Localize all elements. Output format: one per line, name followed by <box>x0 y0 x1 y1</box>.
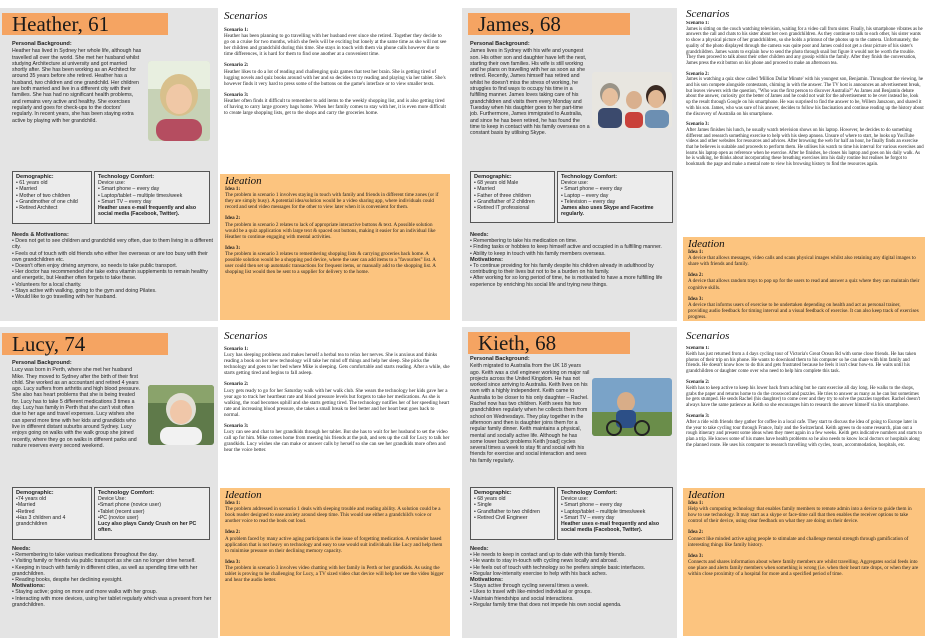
demographic-item: • Married <box>16 186 37 193</box>
needs-item: • Feels out of touch with old friends who either live overseas or are too busy with their own grandchildren etc. <box>12 250 208 263</box>
idea-text: The problem in scenario 3 relates to remembering shopping lists & carrying groceries back home. A possible solution would be a shopping pod device, where the user can add items to a "favourites" list. A user could then set up automatic transactions for frequent items, or manually add to the shopping list. A shopping list would then be sent to a supplier for delivery to the home. <box>225 250 436 276</box>
needs-item: • Does not get to see children and grandchild very often, due to them living in a different city. <box>12 238 213 251</box>
james-scenarios-title: Scenarios <box>686 8 730 20</box>
tech-lead: Device use: <box>98 180 126 187</box>
idea-text: Connect like minded active aging people to stimulate and challenge mental strength through gamification of interesting things like family history. <box>688 535 909 548</box>
tech-item: • Laptop/tablet – multiple times/week <box>98 192 183 199</box>
needs-item: • Doesn't often enjoy driving anymore, so needs to take public transport. <box>12 263 178 270</box>
scenario-text: Keith has to keep active to keep his lower back from aching but he cant exercise all day long. He walks to the shops, grabs the paper and returns home to do the crossword and puzzles. He tries to answer as many as he can but sometimes he gets stumped. He sends Rachel (his daughter) to come over and they try to solve the puzzles together. Rachel doesn't always have the same patience as Keith so she encourages him to research the answer himself via his smartphone. <box>686 385 920 409</box>
needs-item: • He wants to stay in-touch with cycling news locally and abroad. <box>470 558 619 565</box>
demographic-item: •Retired <box>16 508 35 515</box>
tech-item: • Laptop/tablet – multiple times/week <box>561 508 646 515</box>
demographic-item: • 68 years old Male <box>474 180 519 187</box>
needs-item: • Her doctor has recommended she take extra vitamin supplements to remain healthy and energetic, but Heather often forgets to take these. <box>12 269 208 282</box>
scenario-text: After James finishes his lunch, he usually watch television shows on his laptop. However, he decides to do something different and research something exercise to help with his sleep apnoea. Unsure of where to start, he looks up YouTube videos and other websites for resources and advices. After browsing the web for half an hour, he finally finds an exercise that he believes is suitable and proceeds to perform them. He utilises his watch to time his interval for various exercises and learns his laptop open as reference when he exercise. After he finishes, he closes his laptop and goes on his daily walk. As he is walking, he thinks about incorporating these breathing exercises into his daily routine but realises he forgot to bookmark the page and make a mental note to view his browsing history to find the resources again. <box>686 127 924 168</box>
heather-background-text: Heather has lived in Sydney her whole life, although has travelled all over the world. She met her husband whilst studying Architecture at university and got married shortly after. She has been working as an Architect for around 35 years before she retired. Heather has a husband, two children and one grandchild. Her children are both married and live in a different city with their families. She has had no significant health problems, and remains very active and healthy. She exercises regularly and goes for check-ups to the doctors' regularly. In recent years, she has been staying extra active by playing with her grandchild. <box>12 48 142 124</box>
motivation-item: • Interacting with more devices, using her tablet regularly which was a present from her grandchildren. <box>12 595 212 608</box>
scenario-heading: Scenario 1: <box>686 346 710 351</box>
tech-item: Heather uses e-mail frequently and also social media (Facebook, Twitter). <box>561 521 660 534</box>
idea-text: The problem in scenario 2 relates to lack of appropriate interactive buttons & text. A possible solution would be a quiz application with large text & spaced out buttons, making it easier for an individual like Heather to continue engaging with mental activities. <box>225 221 436 240</box>
scenario-heading: Scenario 2: <box>224 381 249 388</box>
heather-tech-title: Technology Comfort: <box>98 174 155 180</box>
demographic-item: • Retired IT professional <box>474 205 530 212</box>
scenario-heading: Scenario 3: <box>224 423 249 430</box>
idea-heading: Idea 1: <box>688 500 704 507</box>
lucy-tech-box <box>94 487 210 540</box>
lucy-tech-title: Technology Comfort: <box>98 490 155 496</box>
demographic-item: • Retired Civil Engineer <box>474 514 528 521</box>
kieth-demographic-title: Demographic: <box>474 490 512 496</box>
lucy-scenarios-title: Scenarios <box>224 330 268 342</box>
idea-heading: Idea 1: <box>225 186 241 193</box>
scenario-text: James is watching a quiz show called 'Million Dollar Minute' with his youngest son, Benjamin. Throughout the viewing, he and his son compete alongside contestants, chiming in with the answer. The TV host is announces an advertisement break, but leaves viewers with the question, "Who was the first person to discover Australia?" As James and Benjamin debate about the answer, curiosity got the better of James and he could not wait for the advertisement to be over instead he, look up the result through Google on his smartphone. He was surprised to find the answer to be, Willem Janszoon, and shared it with his son. James, who was sure of his answer, decides to follow his fascination and continue reading up the history about the discovery of Australia on his smartphone. <box>686 77 924 117</box>
james-background <box>470 41 590 166</box>
scenario-heading: Scenario 3: <box>686 413 710 419</box>
kieth-name: Kieth, 68 <box>468 332 630 354</box>
kieth-scenarios <box>686 346 924 486</box>
needs-item: • Volunteers for a local charity. <box>12 281 82 288</box>
needs-item: • Ability to keep in touch with his family members overseas. <box>470 250 606 257</box>
scenario-text: Lucy has sleeping problems and makes herself a herbal tea to relax her nerves. She is anxious and thinks reading a book on her new technology will take her mind off things and help her sleep. She picks the technology and goes to her bed where Mike is sleeping. Gets comfortable and starts reading. After a while, she starts getting tired and begins to fall asleep. <box>224 352 450 377</box>
needs-item: • Remembering to take his medication on time. <box>470 238 578 245</box>
motivation-item: • Staying active; going on more and more walks with her group. <box>12 589 158 596</box>
heather-scenarios-title: Scenarios <box>224 10 268 22</box>
kieth-background-title: Personal Background: <box>470 356 530 362</box>
motivation-item: • To continue providing for his family despite his children already in adulthood by contributing to their lives but not to be a burden on his family. <box>470 263 654 276</box>
tech-item: • Smart phone – every day <box>98 186 160 193</box>
demographic-item: • Grandfather of 2 children <box>474 198 535 205</box>
idea-text: The problem addressed in scenario 1 deals with sleeping trouble and reading ability. A solution could be a book reader designed to ease anxiety around sleep time. This would use either a grandchild's voice or another voice to read the book out loud. <box>225 506 441 525</box>
tech-item: • Smart TV – every day <box>98 198 152 205</box>
lucy-demographic-box <box>12 487 92 540</box>
demographic-item: • 61 years old <box>16 180 48 187</box>
heather-ideation <box>220 174 450 320</box>
needs-item: • Stays active with walking, going to the gym and doing Pilates. <box>12 287 157 294</box>
heather-scenarios <box>224 27 448 177</box>
tech-item: Lucy also plays Candy Crush on her PC often. <box>98 521 197 534</box>
motivation-item: • Maintain friendships and social interactions. <box>470 595 574 602</box>
james-photo <box>592 72 672 128</box>
scenario-text: After a ride with friends they gather for coffee in a local cafe. They start to discuss the idea of going to Europe later in the year to take cycling tour through France, Italy and the Switzerland. Keith agrees to do some research, plan out a rough itinerary and present some ideas when they meet again in a few weeks. Keith gets indicative numbers and starts to plan a trip. He knows some of his mates have health problems so he also needs to know local doctors or hospitals along the planned route. He uses his computer to research travelling with cycles, tours, accommodation, hospitals, etc. <box>686 419 922 448</box>
scenario-text: Heather likes to do a lot of reading and challenging quiz games that test her brain. She is getting tired of lugging novels and quiz books around with her and so decides to try reading and playing via her tablet. She's however finds it very hard to press some of the buttons on the game's interface or to view smaller texts. <box>224 68 446 87</box>
lucy-ideation-title: Ideation <box>225 489 262 501</box>
needs-item: • He needs to keep in contact and up to date with this family friends. <box>470 552 626 559</box>
kieth-tech-box <box>557 487 673 540</box>
needs-item: • Finding tasks or hobbies to keep himself active and occupied in a fulfilling manner. <box>470 244 662 251</box>
scenario-heading: Scenario 1: <box>224 346 249 352</box>
heather-demographic-title: Demographic: <box>16 174 54 180</box>
heather-tech-box <box>94 171 210 224</box>
tech-item: •Tablet (recent user) <box>98 508 145 515</box>
heather-demographic-box <box>12 171 92 224</box>
james-ideation-title: Ideation <box>688 238 725 250</box>
demographic-item: • Father of three children <box>474 192 531 199</box>
heather-name: Heather, 61 <box>2 13 168 35</box>
demographic-item: • Retired Architect <box>16 205 58 212</box>
tech-lead: Device Use: <box>98 496 126 503</box>
james-tech-box <box>557 171 673 223</box>
tech-lead: Device use: <box>561 496 589 503</box>
lucy-background <box>12 360 142 484</box>
james-ideation <box>683 237 925 321</box>
kieth-needs-title: Needs: <box>470 546 489 552</box>
scenario-heading: Scenario 3: <box>224 91 249 98</box>
demographic-item: • Single <box>474 502 492 509</box>
needs-item: • Would like to go travelling with her husband. <box>12 294 117 301</box>
idea-heading: Idea 3: <box>225 244 241 251</box>
scenario-heading: Scenario 1: <box>224 27 249 33</box>
kieth-motivations-title: Motivations: <box>470 577 503 584</box>
idea-heading: Idea 2: <box>225 529 241 536</box>
scenario-text: Keith has just returned from a 4 days cycling tour of Victoria's Great Ocean Rd with some close friends. He has taken photos of their trip on his phone. He wants to download them to his computer so he can share with him family and friends. He doesn't know how to do this and gets frustrated because he feels it isn't clear how-to. He waits until his grandchildren or daughter come over who need to help him complete this task. <box>686 351 917 375</box>
idea-heading: Idea 2: <box>688 529 704 536</box>
tech-item: •PC (novice user) <box>98 514 139 521</box>
scenario-heading: Scenario 2: <box>686 379 710 385</box>
idea-heading: Idea 1: <box>688 249 704 256</box>
demographic-item: • Grandfather to two children <box>474 508 540 515</box>
kieth-background-text: Keith migrated to Australia from the UK 18 years ago. Keith was a civil engineer working on major rail projects across the United Kingdom. He has not worked since arriving to Australia. Keith lives on his own with a highly independent. Keith came to Australia to be closer to his only daughter – Rachel. Rachel now has two children. Keith sees his two grandchildren regularly when he collects them from school on Wednesdays. They play together in the afternoon and then is daughter joins them for a regular family dinner. Keith maintains a physical, mental and socially active life. Although he has some lower back problems Keith [road] cycles several times a week to stay fit and social with his friends for exercise and social interaction and sees his family regularly. <box>470 363 590 464</box>
tech-item: • Smart TV – every day <box>561 514 615 521</box>
motivation-item: • Regular family time that does not impede his own social agenda. <box>470 601 622 608</box>
scenario-heading: Scenario 3: <box>686 122 710 128</box>
idea-text: A problem faced by many active aging participants is the issue of forgetting medication. A reminder based application that is not heavy on technology and easy to use would suit individuals like Lucy and help them to minimise pressure on their declining memory capacity. <box>225 535 443 554</box>
idea-heading: Idea 3: <box>688 552 704 559</box>
needs-item: • He feels out of touch with technology so he prefers simple basic interfaces. <box>470 564 646 571</box>
kieth-tech-title: Technology Comfort: <box>561 490 618 496</box>
idea-heading: Idea 2: <box>225 215 241 222</box>
lucy-scenarios <box>224 346 450 486</box>
idea-text: The problem in scenario 3 involves video chatting with her family in Perth or her grandkids. As using the tablet is proving to be challenging for Lucy, a TV sized video chat device will help her see the video bigger and hear the audio better. <box>225 564 444 584</box>
needs-item: • Visiting family or friends via public transport as she can no longer drive herself. <box>12 558 196 565</box>
motivation-item: • After working for so long period of time, he is motivated to have a more fulfilling life experience by enriching his social life and trying new things. <box>470 275 663 288</box>
lucy-demographic-title: Demographic: <box>16 490 54 496</box>
idea-heading: Idea 3: <box>688 295 704 302</box>
james-background-text: James lives in Sydney with his wife and youngest son. His other son and daughter have left the nest, starting their own families. His wife is still working and he plans on travelling with her as soon as she retired. Recently, James himself has retired and whilst he doesn't miss the stress of working, he struggles to find ways to occupy his time in a fulfilling manner. James loves taking care of his grandchildren and visits them every Monday and Tuesday when his daughter goes to her part-time job. Furthermore, James immigrated to Australia, and since he has been retired, he has found the time to keep in contact with his family overseas on a constant basis by utilising Skype. <box>470 48 590 137</box>
james-background-title: Personal Background: <box>470 41 530 47</box>
tech-item: • Smart phone – every day <box>561 502 623 509</box>
demographic-item: • Mother of two children <box>16 192 71 199</box>
james-needs-title: Needs: <box>470 232 489 238</box>
lucy-background-text: Lucy was born in Perth, where she met her husband Mike. They moved to Sydney after the birth of their first child. She worked as an accountant and retired 4 years ago. Lucy suffers from arthritis and high blood pressure. She also has heart problems that she is being treated for. Lucy has to take 5 different medications 3 times a day. Lucy has family in Perth that she can't visit often due to her age and travel expenses. Lucy wishes she can spend more time with her kids and grandkids who live in different distant suburbs around Sydney. Lucy enjoys going on walks with the walk group she joined recently, where they go on walks in different parks and nature reserves every second weekend. <box>12 367 141 449</box>
idea-heading: Idea 1: <box>225 500 241 507</box>
heather-needs <box>12 232 214 318</box>
scenario-text: Heather has been planning to go travelling with her husband ever since she retired. Together they decide to go on a cruise for two months, which she feels will be exciting but lonely at the same time as she will not see her children and grandchild during this time. She stays in touch with them via phone calls however due to time differences, it is hard for them to find one another at a convenient time. <box>224 33 447 58</box>
james-name: James, 68 <box>468 13 630 35</box>
idea-text: Connects and shares information about where family members are whilst travelling. Aggregates social feeds into one place and alerts family members when something is wrong (i.e. when their heart rate drops, or when they are within close proximity of a hospital for more and a specified period of time. <box>688 558 919 578</box>
kieth-needs <box>470 546 674 636</box>
needs-item: • Reading books, despite her declining eyesight. <box>12 577 123 584</box>
kieth-scenarios-title: Scenarios <box>686 330 730 342</box>
james-needs <box>470 232 674 318</box>
idea-text: Help with computing technology that enables family members to remote admin into a device to guide them in how to use technology. It may start as a skype or face-time call that then enables the receiver options to take control of their device, using clear feedback on what they are doing on their device. <box>688 506 912 525</box>
scenario-text: Heather often finds it difficult to remember to add items to the weekly shopping list, and is also getting tired of having to carry large grocery bags home. When her family comes to stay with her, it is even more difficult to create large shopping lists, get to the shops and carry the groceries home. <box>224 97 446 117</box>
lucy-name: Lucy, 74 <box>2 333 168 355</box>
james-tech-title: Technology Comfort: <box>561 174 618 180</box>
kieth-photo <box>592 378 672 436</box>
heather-ideation-title: Ideation <box>225 175 262 187</box>
lucy-background-title: Personal Background: <box>12 360 72 366</box>
kieth-background <box>470 356 590 484</box>
kieth-ideation-title: Ideation <box>688 489 725 501</box>
idea-text: A device that allows random trays to pop up for the users to read and answer a quiz where they can maintain their cognitive skills. <box>688 278 920 291</box>
scenario-text: Lucy gets ready to go for her Saturday walk with her walk club. She wears the technology her kids gave her a year ago to track her heartbeat rate and blood pressure levels but forgets to take her medications. As she is walking, the road becomes uphill and she starts getting tired. The technology notifies her of her speeding heart rate and increasing blood pressure, she takes a small break to feel better and her heart beat goes back to normal. <box>224 387 450 418</box>
demographic-item: • Married <box>474 186 495 193</box>
scenario-heading: Scenario 1: <box>686 21 710 26</box>
tech-item: • Television – every day <box>561 198 616 205</box>
scenario-heading: Scenario 2: <box>686 71 710 77</box>
james-demographic-box <box>470 171 555 223</box>
idea-heading: Idea 3: <box>225 558 241 565</box>
lucy-ideation <box>220 488 450 636</box>
tech-item: •Smart phone (novice user) <box>98 502 161 509</box>
heather-background <box>12 41 142 168</box>
heather-photo <box>148 61 210 141</box>
idea-text: The problem in scenario 1 involves staying in touch with family and friends in different time zones (or if they are simply busy). A potential idea/solution would be a video sharing app, where individuals could record and send video messages for the other to view later when it is convenient for them. <box>225 192 439 211</box>
scenario-text: James is sitting on the couch watching television, waiting for a video call from sister. Finally, his smartphone vibrates as he answers the call and chats to his sister about her own grandchildren. As they continue to talk to each other, his sister wants to show a physical picture of her grandchildren, so she holds a printout of the photos up to the camera. Unfortunately, the quality of the photo displayed through the camera was quite poor and James could not get a clear picture of his sister's grandchildren. James wants to explain how to send the photo through snail but figure it would not be worth the trouble. They then proceed to talk about their other children and any gossip within the family. After they finish the conversation, James press the exit button on his phone and proceed to make an afternoon tea. <box>686 26 923 66</box>
scenario-heading: Scenario 2: <box>224 62 249 69</box>
tech-item: • Laptop – every day <box>561 192 609 199</box>
motivation-item: • Likes to travel with like-minded individual or groups. <box>470 589 592 596</box>
needs-item: • Regular low-intensity exercise to help with his back aches. <box>470 570 608 577</box>
scenario-text: Lucy can see and chat to her grandkids through her tablet. But she has to wait for her husband to set the video call up for him. Mike comes home from meeting his friends at the pub, and sets up the call for Lucy to talk her grandkids. Lucy wishes she can make or answer calls by herself so she can see her grandkids more often and hear the voice better. <box>224 429 450 454</box>
lucy-photo <box>148 385 214 445</box>
needs-item: • Keeping in touch with family in different cities, as well as spending time with her grandchildren. <box>12 564 198 577</box>
tech-item: • Smart phone – every day <box>561 186 623 193</box>
demographic-item: • Grandmother of one child <box>16 198 78 205</box>
demographic-item: •Married <box>16 502 36 509</box>
heather-needs-title: Needs & Motivations: <box>12 232 69 238</box>
lucy-motivations-title: Motivations: <box>12 583 45 590</box>
lucy-needs-title: Needs: <box>12 546 31 552</box>
tech-item: James also uses Skype and Facetime regularly. <box>561 205 654 218</box>
tech-lead: Device use: <box>561 180 589 187</box>
lucy-needs <box>12 546 214 636</box>
demographic-item: •Has 3 children and 4 grandchildren <box>16 514 66 528</box>
heather-background-title: Personal Background: <box>12 41 72 47</box>
needs-item: • Remembering to take various medications throughout the day. <box>12 552 158 559</box>
james-demographic-title: Demographic: <box>474 174 512 180</box>
kieth-demographic-box <box>470 487 555 540</box>
tech-item: Heather uses e-mail frequently and also social media (Facebook, Twitter). <box>98 205 197 218</box>
motivation-item: • Stays active through cycling several times a week. <box>470 583 589 590</box>
demographic-item: •74 years old <box>16 496 47 503</box>
kieth-ideation <box>683 488 925 636</box>
james-motivations-title: Motivations: <box>470 256 503 263</box>
idea-text: A device that informs users of exercise to be undertaken depending on health and act as personal trainer, providing audio feedback for timing interval and a visual feedback of exercise. It can also keep track of exercises progress. <box>688 301 919 320</box>
idea-heading: Idea 2: <box>688 272 704 279</box>
demographic-item: • 68 years old <box>474 496 506 503</box>
idea-text: A device that allows messages, video calls and scans physical images whilst also retaining any digital images to share with friends and family. <box>688 255 916 268</box>
james-scenarios <box>686 21 924 237</box>
